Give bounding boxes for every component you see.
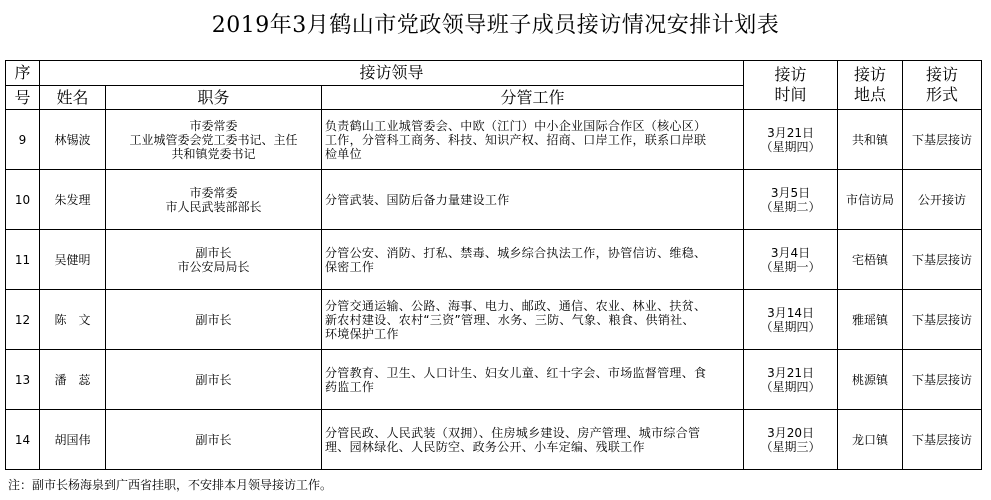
header-position: 职务 — [106, 86, 322, 110]
position-line: 副市长 — [195, 432, 232, 447]
row-number: 11 — [6, 230, 40, 290]
duty-line: 理、园林绿化、人民防空、政务公开、小车定编、残联工作 — [325, 439, 645, 454]
duty-description — [322, 290, 744, 350]
header-place-bottom: 地点 — [854, 85, 887, 104]
visit-form: 公开接访 — [903, 170, 982, 230]
visit-time — [744, 230, 838, 290]
leader-name: 胡国伟 — [40, 410, 106, 470]
visit-date: 3月21日 — [767, 125, 814, 140]
row-number: 12 — [6, 290, 40, 350]
visit-weekday: （星期四） — [760, 139, 821, 154]
header-seq-bottom: 号 — [6, 86, 40, 110]
visit-date: 3月5日 — [770, 185, 811, 200]
visit-date: 3月21日 — [767, 365, 814, 380]
duty-description — [322, 170, 744, 230]
duty-line: 检单位 — [325, 146, 362, 161]
visit-date: 3月4日 — [770, 245, 811, 260]
row-number: 13 — [6, 350, 40, 410]
position-line: 工业城管委会党工委书记、主任 — [129, 132, 298, 147]
duty-line: 分管公安、消防、打私、禁毒、城乡综合执法工作，协管信访、维稳、 — [325, 245, 707, 260]
position-line: 市委常委 — [189, 185, 238, 200]
visit-form: 下基层接访 — [903, 110, 982, 170]
duty-line: 工作，分管科工商务、科技、知识产权、招商、口岸工作，联系口岸联 — [325, 132, 707, 147]
duty-description — [322, 230, 744, 290]
visit-time — [744, 110, 838, 170]
visit-time — [744, 410, 838, 470]
visit-weekday: （星期四） — [760, 319, 821, 334]
header-name: 姓名 — [40, 86, 106, 110]
header-place — [838, 61, 903, 110]
visit-form: 下基层接访 — [903, 350, 982, 410]
leader-name: 朱发理 — [40, 170, 106, 230]
header-form-bottom: 形式 — [926, 85, 959, 104]
position-line: 副市长 — [195, 372, 232, 387]
duty-line: 负责鹤山工业城管委会、中欧（江门）中小企业国际合作区（核心区） — [325, 118, 707, 133]
page-title: 2019年3月鹤山市党政领导班子成员接访情况安排计划表 — [211, 13, 780, 38]
leader-position — [106, 110, 322, 170]
visit-form: 下基层接访 — [903, 230, 982, 290]
table-body — [6, 110, 982, 470]
duty-line: 药监工作 — [325, 379, 375, 394]
header-time-top: 接访 — [774, 65, 807, 84]
leader-name: 陈 文 — [40, 290, 106, 350]
leader-name: 林锡波 — [40, 110, 106, 170]
visit-place: 共和镇 — [838, 110, 903, 170]
position-line: 共和镇党委书记 — [171, 146, 256, 161]
visit-weekday: （星期三） — [760, 439, 821, 454]
visit-form: 下基层接访 — [903, 290, 982, 350]
leader-name: 吴健明 — [40, 230, 106, 290]
leader-position — [106, 350, 322, 410]
visit-time — [744, 350, 838, 410]
table-row — [6, 110, 982, 170]
header-seq-top: 序 — [6, 61, 40, 86]
visit-form: 下基层接访 — [903, 410, 982, 470]
schedule-table — [5, 60, 982, 470]
table-row — [6, 410, 982, 470]
duty-line: 环境保护工作 — [325, 326, 399, 341]
table-row — [6, 290, 982, 350]
row-number: 10 — [6, 170, 40, 230]
leader-position — [106, 410, 322, 470]
visit-weekday: （星期四） — [760, 379, 821, 394]
visit-place: 市信访局 — [838, 170, 903, 230]
visit-time — [744, 170, 838, 230]
header-form-top: 接访 — [926, 65, 959, 84]
duty-description — [322, 110, 744, 170]
position-line: 副市长 — [195, 312, 232, 327]
table-row — [6, 350, 982, 410]
position-line: 市人民武装部部长 — [165, 199, 262, 214]
duty-description — [322, 350, 744, 410]
duty-line: 新农村建设、农村“三资”管理、水务、三防、气象、粮食、供销社、 — [325, 312, 695, 327]
leader-position — [106, 170, 322, 230]
header-leader-group: 接访领导 — [40, 61, 744, 86]
duty-line: 分管教育、卫生、人口计生、妇女儿童、红十字会、市场监督管理、食 — [325, 365, 707, 380]
visit-place: 桃源镇 — [838, 350, 903, 410]
duty-line: 分管交通运输、公路、海事、电力、邮政、通信、农业、林业、扶贫、 — [325, 298, 707, 313]
duty-line: 保密工作 — [325, 259, 375, 274]
leader-position — [106, 230, 322, 290]
visit-place: 宅梧镇 — [838, 230, 903, 290]
position-line: 市公安局局长 — [177, 259, 250, 274]
header-place-top: 接访 — [854, 65, 887, 84]
visit-time — [744, 290, 838, 350]
leader-name: 潘 蕊 — [40, 350, 106, 410]
visit-date: 3月14日 — [767, 305, 814, 320]
row-number: 9 — [6, 110, 40, 170]
header-row-top — [6, 61, 982, 86]
position-line: 市委常委 — [189, 118, 238, 133]
header-time — [744, 61, 838, 110]
visit-place: 龙口镇 — [838, 410, 903, 470]
row-number: 14 — [6, 410, 40, 470]
duty-line: 分管武装、国防后备力量建设工作 — [325, 192, 510, 207]
duty-description — [322, 410, 744, 470]
header-time-bottom: 时间 — [774, 85, 807, 104]
table-row — [6, 170, 982, 230]
leader-position — [106, 290, 322, 350]
visit-weekday: （星期二） — [760, 199, 821, 214]
visit-date: 3月20日 — [767, 425, 814, 440]
duty-line: 分管民政、人民武装（双拥）、住房城乡建设、房产管理、城市综合管 — [325, 425, 701, 440]
table-row — [6, 230, 982, 290]
header-form — [903, 61, 982, 110]
position-line: 副市长 — [195, 245, 232, 260]
visit-weekday: （星期一） — [760, 259, 821, 274]
header-duty: 分管工作 — [322, 86, 744, 110]
visit-place: 雅瑶镇 — [838, 290, 903, 350]
footnote: 注：副市长杨海泉到广西省挂职，不安排本月领导接访工作。 — [8, 478, 333, 492]
